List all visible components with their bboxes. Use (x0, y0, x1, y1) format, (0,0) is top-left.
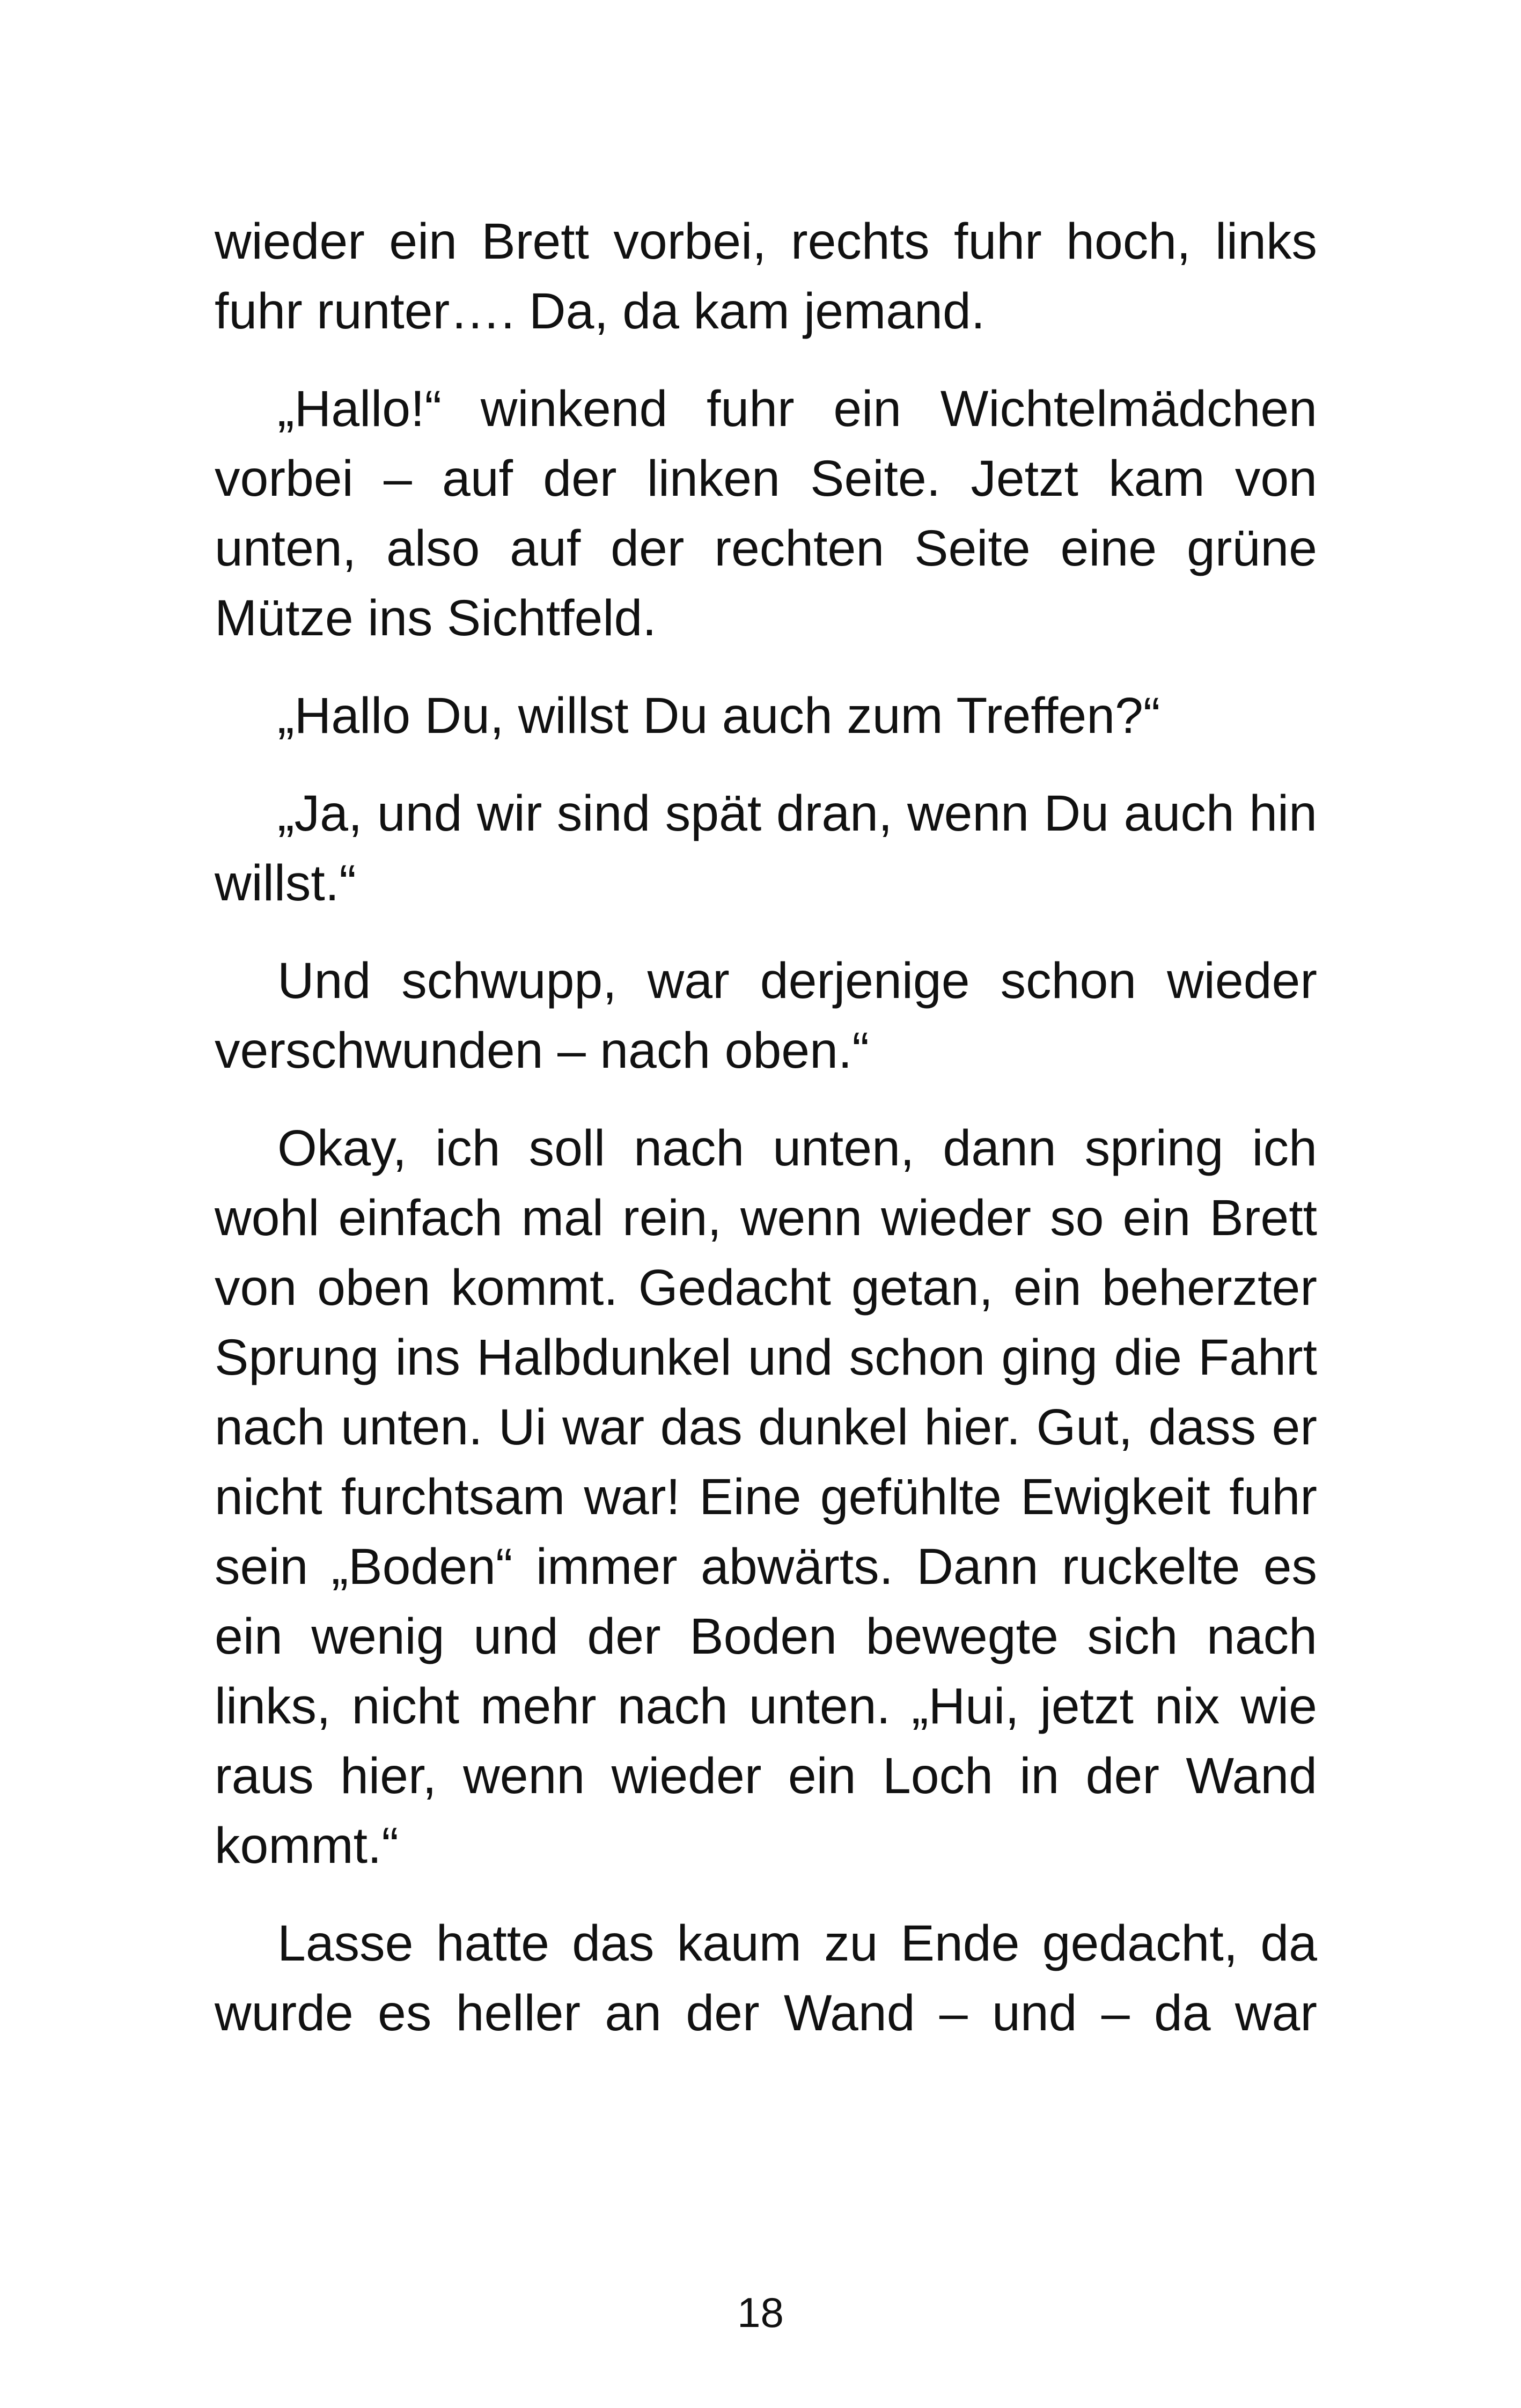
body-text (215, 207, 1317, 2076)
paragraph: „Ja, und wir sind spät dran, wenn Du auch hin willst.“ (215, 785, 1317, 912)
paragraph: „Hallo!“ winkend fuhr ein Wichtelmädchen vorbei – auf der linken Seite. Jetzt kam von unten, also auf der rechten Seite eine grüne Mütze ins Sichtfeld. (215, 380, 1317, 647)
paragraph: wieder ein Brett vorbei, rechts fuhr hoch, links fuhr runter…. Da, da kam jemand. (215, 213, 1317, 340)
paragraph: Lasse hatte das kaum zu Ende gedacht, da wurde es heller an der Wand – und – da war (215, 1915, 1317, 2042)
paragraph: „Hallo Du, willst Du auch zum Treffen?“ (277, 687, 1160, 744)
page-number: 18 (737, 2289, 784, 2336)
paragraph: Okay, ich soll nach unten, dann spring ich wohl einfach mal rein, wenn wieder so ein Brett von oben kommt. Gedacht getan, ein beherzter Sprung ins Halbdunkel und schon ging die Fahrt nach unten. Ui war das dunkel hier. Gut, dass er nicht furchtsam war! Eine gefühlte Ewigkeit fuhr sein „Boden“ immer abwärts. Dann ruckelte es ein wenig und der Boden bewegte sich nach links, nicht mehr nach unten. „Hui, jetzt nix wie raus hier, wenn wieder ein Loch in der Wand kommt.“ (215, 1120, 1317, 1874)
paragraph: Und schwupp, war derjenige schon wieder verschwunden – nach oben.“ (215, 952, 1317, 1079)
